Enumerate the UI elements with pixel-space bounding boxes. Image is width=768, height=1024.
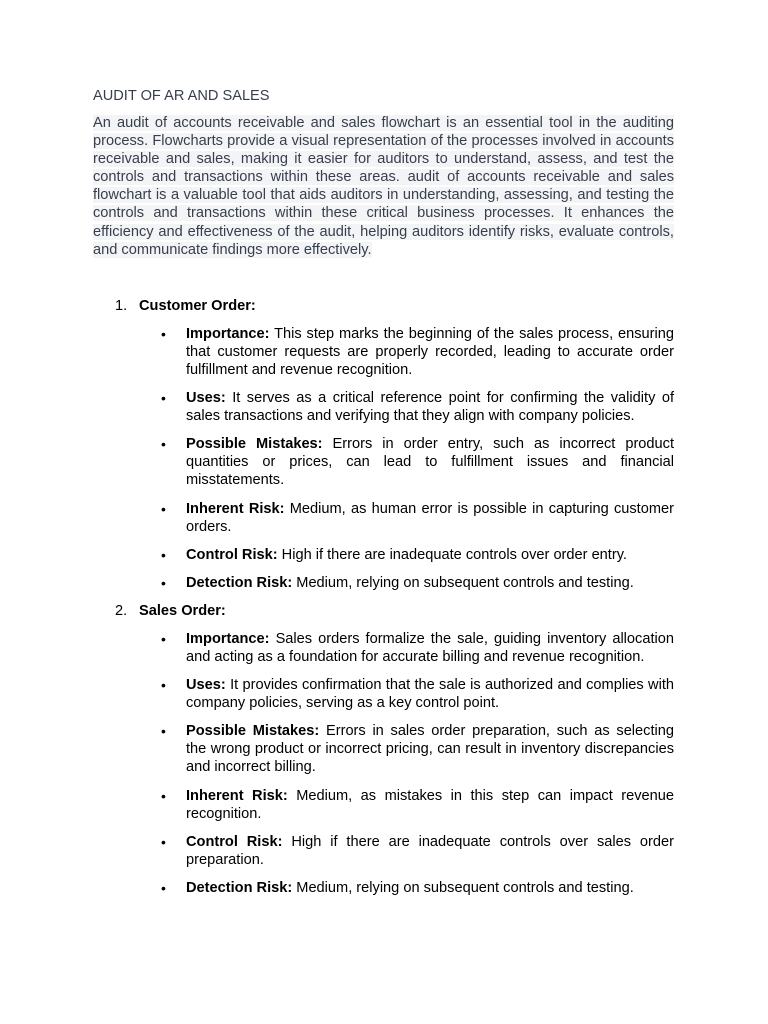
bullet-icon: • <box>161 677 166 694</box>
bullet-icon: • <box>161 546 166 563</box>
bullet-text: High if there are inadequate controls over sales order preparation. <box>186 833 674 868</box>
bullet-item <box>93 676 674 712</box>
intro-paragraph <box>93 114 674 259</box>
bullet-label: Detection Risk: <box>186 574 293 591</box>
step-bullets <box>93 630 674 897</box>
step-heading <box>93 297 674 315</box>
bullet-label: Uses: <box>186 390 226 407</box>
bullet-text: Medium, relying on subsequent controls and testing. <box>292 574 634 591</box>
bullet-icon: • <box>161 723 166 740</box>
bullet-item <box>93 389 674 425</box>
document-title: AUDIT OF AR AND SALES <box>93 88 270 104</box>
bullet-label: Possible Mistakes: <box>186 436 323 453</box>
bullet-label: Inherent Risk: <box>186 787 288 804</box>
bullet-item <box>93 833 674 869</box>
bullet-label: Possible Mistakes: <box>186 723 320 740</box>
bullet-label: Control Risk: <box>186 546 278 563</box>
step-heading <box>93 602 674 620</box>
intro-text: An audit of accounts receivable and sales flowchart is an essential tool in the auditing process. Flowcharts provide a visual representation of the processes involved in accounts receivable and sales, making it easier for auditors to understand, assess, and test the controls and transactions within these areas. audit of accounts receivable and sales flowchart is a valuable tool that aids auditors in understanding, assessing, and testing the controls and transactions within these critical business processes. It enhances the efficiency and effectiveness of the audit, helping auditors identify risks, evaluate controls, and communicate findings more effectively. <box>93 115 674 258</box>
bullet-label: Importance: <box>186 630 270 647</box>
bullet-text: High if there are inadequate controls over order entry. <box>277 546 627 563</box>
bullet-item <box>93 630 674 666</box>
bullet-label: Control Risk: <box>186 833 283 850</box>
step-number: 1. <box>115 297 128 314</box>
step-bullets <box>93 325 674 592</box>
bullet-icon: • <box>161 787 166 804</box>
bullet-item <box>93 722 674 776</box>
bullet-icon: • <box>161 436 166 453</box>
bullet-item <box>93 574 674 592</box>
bullet-item <box>93 879 674 897</box>
bullet-item <box>93 787 674 823</box>
step-title: Sales Order: <box>139 602 226 619</box>
bullet-item <box>93 546 674 564</box>
bullet-label: Uses: <box>186 677 226 694</box>
bullet-label: Importance: <box>186 325 270 342</box>
bullet-text: Medium, as human error is possible in capturing customer orders. <box>186 500 674 535</box>
bullet-icon: • <box>161 390 166 407</box>
bullet-item <box>93 435 674 489</box>
bullet-text: Medium, as mistakes in this step can impact revenue recognition. <box>186 787 674 822</box>
bullet-icon: • <box>161 879 166 896</box>
bullet-icon: • <box>161 630 166 647</box>
bullet-icon: • <box>161 574 166 591</box>
bullet-text: Errors in sales order preparation, such as selecting the wrong product or incorrect pricing, can result in inventory discrepancies and incorrect billing. <box>186 723 674 776</box>
bullet-icon: • <box>161 325 166 342</box>
bullet-text: It serves as a critical reference point for confirming the validity of sales transactions and verifying that they align with company policies. <box>186 390 674 425</box>
bullet-label: Inherent Risk: <box>186 500 285 517</box>
bullet-label: Detection Risk: <box>186 879 293 896</box>
bullet-icon: • <box>161 833 166 850</box>
step-item <box>93 297 674 592</box>
bullet-item <box>93 325 674 379</box>
steps-list <box>93 297 674 897</box>
bullet-item <box>93 500 674 536</box>
step-number: 2. <box>115 602 128 619</box>
bullet-text: Medium, relying on subsequent controls and testing. <box>292 879 634 896</box>
step-title: Customer Order: <box>139 297 256 314</box>
document-page <box>93 86 674 907</box>
bullet-text: This step marks the beginning of the sales process, ensuring that customer requests are properly recorded, leading to accurate order fulfillment and revenue recognition. <box>186 325 674 378</box>
bullet-text: It provides confirmation that the sale is authorized and complies with company policies, serving as a key control point. <box>186 677 674 712</box>
bullet-text: Errors in order entry, such as incorrect product quantities or prices, can lead to fulfillment issues and financial misstatements. <box>186 436 674 489</box>
step-item <box>93 602 674 897</box>
bullet-icon: • <box>161 500 166 517</box>
bullet-text: Sales orders formalize the sale, guiding inventory allocation and acting as a foundation for accurate billing and revenue recognition. <box>186 630 674 665</box>
